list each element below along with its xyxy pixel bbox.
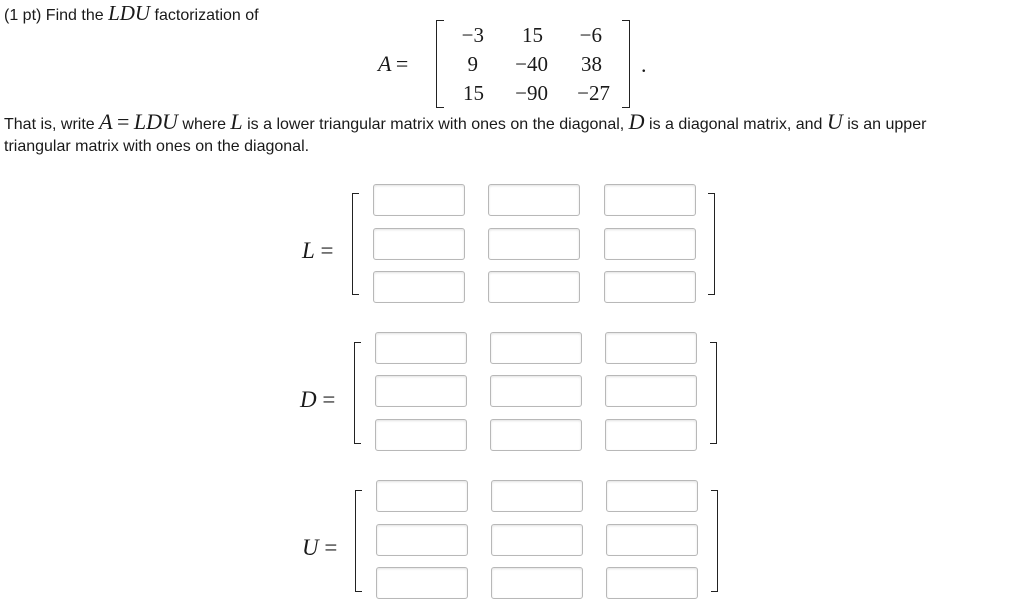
u-entry-input[interactable] xyxy=(376,524,468,556)
matrix-d-left-bracket xyxy=(354,342,361,444)
matrix-a-cell: −6 xyxy=(579,23,602,47)
d-entry-input[interactable] xyxy=(375,419,467,451)
l-entry-input[interactable] xyxy=(373,271,465,303)
explain-text: is a lower triangular matrix with ones on the diagonal, xyxy=(247,116,625,133)
matrix-a-label xyxy=(378,51,408,77)
l-entry-input[interactable] xyxy=(604,228,696,260)
matrix-u-left-bracket xyxy=(355,490,362,592)
explanation xyxy=(4,109,1020,138)
u-entry-input[interactable] xyxy=(606,524,698,556)
explain-text: That is, write xyxy=(4,116,95,133)
explain-math-l: L xyxy=(230,109,243,134)
u-entry-input[interactable] xyxy=(606,480,698,512)
u-entry-input[interactable] xyxy=(491,480,583,512)
matrix-d-label xyxy=(300,387,335,413)
matrix-u-label xyxy=(302,535,337,561)
header-text: Find the xyxy=(45,7,104,24)
u-entry-input[interactable] xyxy=(376,480,468,512)
d-entry-input[interactable] xyxy=(490,419,582,451)
l-entry-input[interactable] xyxy=(604,184,696,216)
matrix-u-equals: = xyxy=(324,535,338,560)
u-entry-input[interactable] xyxy=(491,524,583,556)
matrix-a-cell: 38 xyxy=(581,52,602,76)
matrix-l-name: L xyxy=(302,238,315,263)
l-entry-input[interactable] xyxy=(373,184,465,216)
u-entry-input[interactable] xyxy=(491,567,583,599)
d-entry-input[interactable] xyxy=(490,332,582,364)
matrix-u-right-bracket xyxy=(711,490,718,592)
u-entry-input[interactable] xyxy=(606,567,698,599)
d-entry-input[interactable] xyxy=(375,375,467,407)
matrix-a-period: . xyxy=(641,52,647,77)
matrix-l-right-bracket xyxy=(708,193,715,295)
d-entry-input[interactable] xyxy=(375,332,467,364)
explain-math-d: D xyxy=(628,109,645,134)
u-entry-input[interactable] xyxy=(376,567,468,599)
matrix-a-cell: −40 xyxy=(515,52,548,76)
l-entry-input[interactable] xyxy=(488,228,580,260)
explain-text: is a diagonal matrix, and xyxy=(649,116,823,133)
matrix-a-equals: = xyxy=(395,51,409,76)
l-entry-input[interactable] xyxy=(488,271,580,303)
matrix-l-equals: = xyxy=(320,238,334,263)
matrix-u-name: U xyxy=(302,535,319,560)
explain-text: is an upper xyxy=(847,116,927,133)
explanation-line-2: triangular matrix with ones on the diagonal. xyxy=(4,138,310,155)
matrix-a-right-bracket xyxy=(622,20,630,108)
explain-math-u: U xyxy=(826,109,843,134)
matrix-a-name: A xyxy=(378,51,392,76)
matrix-d-equals: = xyxy=(322,387,336,412)
d-entry-input[interactable] xyxy=(490,375,582,407)
d-entry-input[interactable] xyxy=(605,332,697,364)
l-entry-input[interactable] xyxy=(604,271,696,303)
explain-math-a: A xyxy=(99,109,113,134)
l-entry-input[interactable] xyxy=(373,228,465,260)
d-entry-input[interactable] xyxy=(605,419,697,451)
matrix-a-cell: −27 xyxy=(577,81,610,105)
points-label: (1 pt) xyxy=(4,7,42,24)
matrix-a-cell: 9 xyxy=(467,52,478,76)
matrix-a-cell: 15 xyxy=(463,81,484,105)
explain-math-eq: = xyxy=(117,109,130,134)
explain-text: where xyxy=(182,116,226,133)
ldu-symbol: LDU xyxy=(108,1,151,25)
l-entry-input[interactable] xyxy=(488,184,580,216)
d-entry-input[interactable] xyxy=(605,375,697,407)
matrix-l-left-bracket xyxy=(352,193,359,295)
matrix-a-cell: −3 xyxy=(461,23,484,47)
matrix-a-cell: 15 xyxy=(522,23,543,47)
question-header xyxy=(4,1,259,26)
matrix-a-cell: −90 xyxy=(515,81,548,105)
matrix-a xyxy=(436,20,630,108)
header-tail: factorization of xyxy=(154,7,259,24)
matrix-d-name: D xyxy=(300,387,317,412)
explain-math-ldu: LDU xyxy=(133,109,178,134)
matrix-l-label xyxy=(302,238,334,264)
matrix-d-right-bracket xyxy=(710,342,717,444)
